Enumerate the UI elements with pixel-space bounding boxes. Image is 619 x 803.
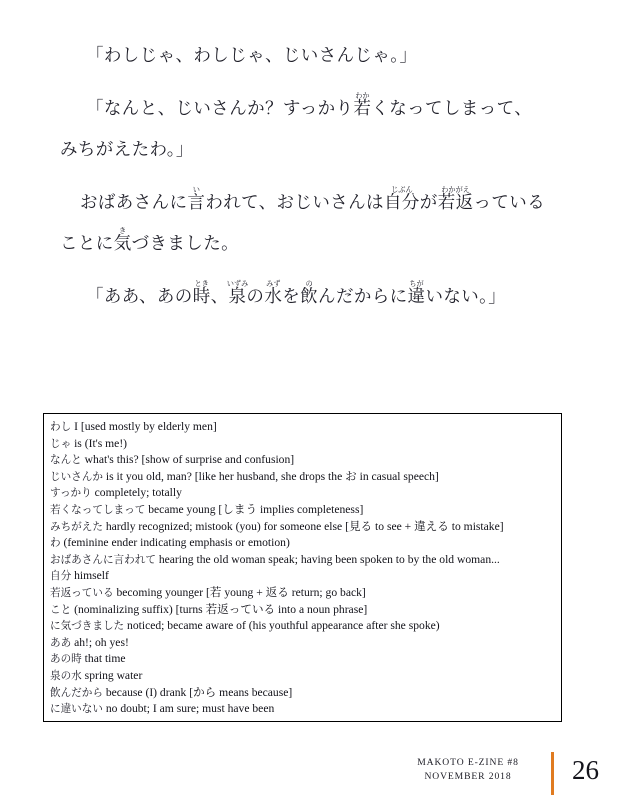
vocabulary-entry (50, 585, 555, 602)
vocabulary-entry (50, 419, 555, 436)
ruby-base: 若返 (437, 193, 474, 213)
vocabulary-entry (50, 635, 555, 652)
vocabulary-term: なんと (50, 454, 82, 467)
vocabulary-entry (50, 701, 555, 718)
story-text: くなってしまって、 (371, 99, 533, 119)
vocabulary-entry (50, 618, 555, 635)
vocabulary-list (50, 419, 555, 718)
vocabulary-definition: because (I) drank [から means because] (102, 685, 293, 699)
ruby-annotation (407, 279, 426, 307)
story-paragraph (60, 89, 560, 171)
ruby-text: とき (192, 279, 211, 288)
vocabulary-definition: that time (81, 652, 126, 666)
story-text: 「なんと、じいさんか？すっかり (86, 99, 354, 119)
ruby-text: じぶん (383, 185, 420, 194)
story-body (60, 36, 560, 330)
ruby-annotation (192, 279, 211, 307)
story-text: が (419, 193, 438, 213)
ruby-base: 言 (187, 193, 206, 213)
story-paragraph (60, 277, 560, 318)
vocabulary-entry (50, 535, 555, 552)
vocabulary-term: おばあさんに言われて (50, 553, 156, 566)
vocabulary-definition: (nominalizing suffix) [turns 若返っている into a noun phrase] (71, 602, 368, 616)
vocabulary-entry (50, 485, 555, 502)
vocabulary-term: みちがえた (50, 520, 103, 533)
vocabulary-term: 自分 (50, 570, 72, 583)
ruby-base: 飲 (300, 287, 319, 307)
ruby-text: の (300, 279, 319, 288)
ruby-text: わかがえ (437, 185, 474, 194)
footer-issue-date: NOVEMBER 2018 (424, 771, 512, 782)
story-text: われて、おじいさんは (205, 193, 384, 213)
vocabulary-entry (50, 568, 555, 585)
footer-divider (551, 752, 554, 795)
vocabulary-definition: became young [しまう implies completeness] (145, 502, 364, 516)
ruby-text: ちが (407, 279, 426, 288)
vocabulary-definition: noticed; became aware of (his youthful appearance after she spoke) (124, 619, 440, 633)
vocabulary-term: こと (50, 603, 72, 616)
ruby-annotation (437, 185, 474, 213)
vocabulary-definition: (feminine ender indicating emphasis or emotion) (60, 536, 290, 550)
ruby-base: 若 (353, 99, 372, 119)
vocabulary-definition: hardly recognized; mistook (you) for someone else [見る to see + 違える to mistake] (102, 519, 504, 533)
vocabulary-term: すっかり (50, 487, 92, 500)
vocabulary-term: 若くなってしまって (50, 503, 146, 516)
vocabulary-definition: is it you old, man? [like her husband, she drops the お in casual speech] (102, 469, 439, 483)
story-text: 「ああ、あの (86, 287, 193, 307)
ruby-annotation (226, 279, 249, 307)
vocabulary-term: じゃ (50, 437, 72, 450)
vocabulary-term: わし (50, 421, 72, 433)
story-paragraph (60, 183, 560, 265)
vocabulary-term: わ (50, 537, 61, 550)
vocabulary-definition: spring water (81, 668, 143, 682)
page-number: 26 (572, 755, 599, 785)
vocabulary-definition: becoming younger [若 young + 返る return; go back] (113, 585, 366, 599)
story-text: っている (473, 193, 546, 213)
ruby-annotation (113, 226, 132, 254)
vocabulary-entry (50, 602, 555, 619)
ruby-base: 違 (407, 287, 426, 307)
ruby-base: 自分 (383, 193, 420, 213)
story-text: みちがえたわ。」 (60, 140, 194, 160)
vocabulary-entry (50, 436, 555, 453)
footer-publication-info (398, 756, 538, 784)
vocabulary-term: に違いない (50, 703, 103, 716)
vocabulary-definition: I [used mostly by elderly men] (71, 420, 217, 433)
ruby-annotation (187, 185, 206, 213)
vocabulary-entry (50, 469, 555, 486)
page-footer (0, 752, 619, 800)
vocabulary-term: ああ (50, 636, 72, 649)
vocabulary-definition: completely; totally (91, 486, 182, 500)
story-paragraph (60, 36, 560, 77)
ruby-annotation (353, 91, 372, 119)
vocabulary-box (43, 413, 562, 722)
vocabulary-term: 泉の水 (50, 669, 82, 682)
vocabulary-term: に気づきました (50, 620, 125, 633)
story-text: づきました。 (131, 234, 240, 254)
story-text: を (282, 287, 301, 307)
story-text: いない。」 (425, 287, 507, 307)
story-text: 、 (210, 287, 229, 307)
vocabulary-term: 若返っている (50, 586, 114, 599)
vocabulary-definition: no doubt; I am sure; must have been (102, 702, 275, 716)
ruby-text: き (113, 226, 132, 235)
vocabulary-entry (50, 552, 555, 569)
vocabulary-definition: is (It's me!) (71, 436, 128, 450)
ruby-base: 泉 (226, 287, 249, 307)
ruby-annotation (300, 279, 319, 307)
story-text: の (246, 287, 265, 307)
ruby-base: 気 (113, 234, 132, 254)
ruby-text: いずみ (226, 279, 249, 288)
ruby-annotation (383, 185, 420, 213)
vocabulary-definition: hearing the old woman speak; having been spoken to by the old woman... (155, 552, 500, 566)
footer-publication-name: MAKOTO E-ZINE #8 (417, 757, 519, 768)
vocabulary-entry (50, 651, 555, 668)
vocabulary-entry (50, 452, 555, 469)
story-text: んだからに (318, 287, 408, 307)
vocabulary-entry (50, 685, 555, 702)
ruby-base: 水 (264, 287, 283, 307)
story-text: ことに (60, 234, 114, 254)
vocabulary-definition: himself (71, 569, 109, 583)
ruby-text: みず (264, 279, 283, 288)
ruby-base: 時 (192, 287, 211, 307)
vocabulary-term: あの時 (50, 653, 82, 666)
vocabulary-term: じいさんか (50, 470, 103, 483)
vocabulary-definition: ah!; oh yes! (71, 635, 129, 649)
ruby-annotation (264, 279, 283, 307)
vocabulary-definition: what's this? [show of surprise and confusion] (81, 453, 295, 467)
story-text: 「わしじゃ、わしじゃ、じいさんじゃ。」 (86, 46, 418, 66)
vocabulary-term: 飲んだから (50, 686, 103, 699)
vocabulary-entry (50, 502, 555, 519)
ruby-text: わか (353, 91, 372, 100)
vocabulary-entry (50, 519, 555, 536)
story-text: おばあさんに (80, 193, 188, 213)
vocabulary-entry (50, 668, 555, 685)
ruby-text: い (187, 185, 206, 194)
